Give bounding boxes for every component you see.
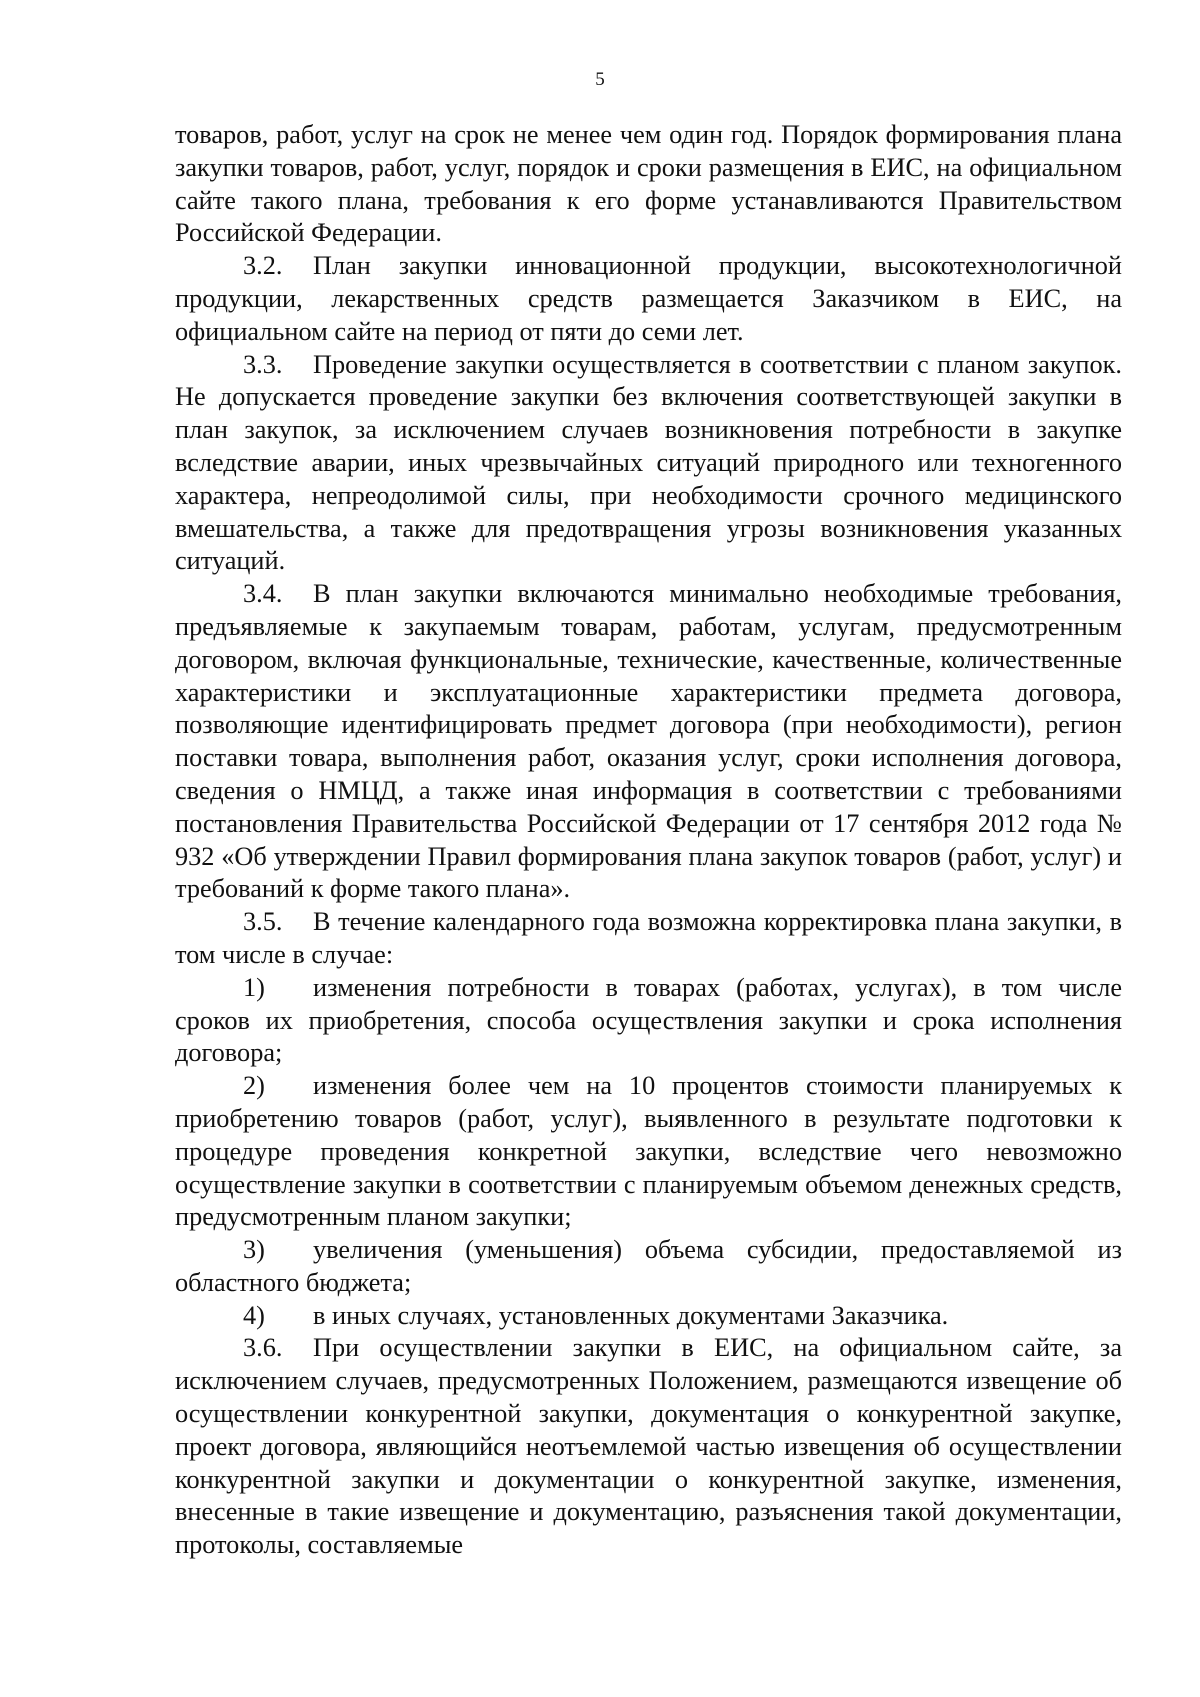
paragraph-text: В план закупки включаются минимально необходимые требования, предъявляемые к закупаемым товарам, работам, услугам, предусмотренным договором, включая функциональные, технические, качественные, количественные характеристики и эксплуатационные характеристики предмета договора, позволяющие идентифицировать предмет договора (при необходимости), регион поставки товара, выполнения работ, оказания услуг, сроки исполнения договора, сведения о НМЦД, а также иная информация в соответствии с требованиями постановления Правительства Российской Федерации от 17 сентября 2012 года № 932 «Об утверждении Правил формирования плана закупок товаров (работ, услуг) и требований к форме такого плана». — [175, 579, 1122, 904]
list-item-number: 2) — [243, 1071, 265, 1101]
paragraph-continuation — [175, 119, 1122, 250]
list-item-number: 4) — [243, 1300, 265, 1330]
paragraph-3-5 — [175, 906, 1122, 972]
list-item-4 — [175, 1300, 1122, 1333]
list-item-text: увеличения (уменьшения) объема субсидии, предоставляемой из областного бюджета; — [175, 1235, 1122, 1297]
list-item-2 — [175, 1070, 1122, 1234]
paragraph-number: 3.3. — [243, 349, 283, 379]
paragraph-text: План закупки инновационной продукции, высокотехнологичной продукции, лекарственных средств размещается Заказчиком в ЕИС, на официальном сайте на период от пяти до семи лет. — [175, 251, 1122, 346]
paragraph-text: В течение календарного года возможна корректировка плана закупки, в том числе в случае: — [175, 907, 1122, 969]
paragraph-3-6 — [175, 1332, 1122, 1562]
paragraph-text: товаров, работ, услуг на срок не менее чем один год. Порядок формирования плана закупки товаров, работ, услуг, порядок и сроки размещения в ЕИС, на официальном сайте такого плана, требования к его форме устанавливаются Правительством Российской Федерации. — [175, 120, 1122, 248]
list-item-1 — [175, 972, 1122, 1070]
paragraph-3-3 — [175, 349, 1122, 579]
document-body — [175, 119, 1122, 1562]
list-item-text: изменения потребности в товарах (работах, услугах), в том числе сроков их приобретения, способа осуществления закупки и срока исполнения договора; — [175, 972, 1122, 1068]
list-item-3 — [175, 1234, 1122, 1300]
paragraph-number: 3.5. — [243, 907, 283, 937]
paragraph-number: 3.2. — [243, 251, 283, 281]
paragraph-text: При осуществлении закупки в ЕИС, на официальном сайте, за исключением случаев, предусмотренных Положением, размещаются извещение об осуществлении конкурентной закупки, документация о конкурентной закупке, проект договора, являющийся неотъемлемой частью извещения об осуществлении конкурентной закупки и документации о конкурентной закупке, изменения, внесенные в такие извещение и документацию, разъяснения такой документации, протоколы, составляемые — [175, 1333, 1122, 1560]
paragraph-3-2 — [175, 250, 1122, 348]
paragraph-number: 3.6. — [243, 1333, 283, 1363]
list-item-number: 3) — [243, 1235, 265, 1265]
page-number: 5 — [595, 69, 605, 90]
paragraph-3-4 — [175, 578, 1122, 906]
paragraph-text: Проведение закупки осуществляется в соответствии с планом закупок. Не допускается проведение закупки без включения соответствующей закупки в план закупок, за исключением случаев возникновения потребности в закупке вследствие аварии, иных чрезвычайных ситуаций природного или техногенного характера, непреодолимой силы, при необходимости срочного медицинского вмешательства, а также для предотвращения угрозы возникновения указанных ситуаций. — [175, 349, 1122, 576]
list-item-number: 1) — [243, 972, 265, 1002]
list-item-text: в иных случаях, установленных документами Заказчика. — [313, 1300, 949, 1330]
list-item-text: изменения более чем на 10 процентов стоимости планируемых к приобретению товаров (работ, услуг), выявленного в результате подготовки к процедуре проведения конкретной закупки, вследствие чего невозможно осуществление закупки в соответствии с планируемым объемом денежных средств, предусмотренным планом закупки; — [175, 1071, 1122, 1232]
paragraph-number: 3.4. — [243, 579, 283, 609]
